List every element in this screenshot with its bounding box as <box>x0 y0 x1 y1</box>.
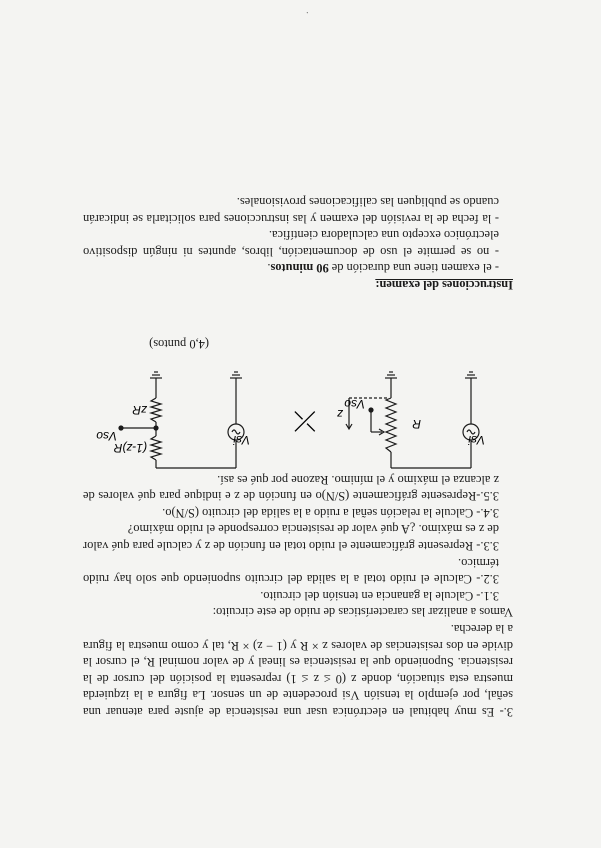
right-source-label: Vsi <box>233 433 250 447</box>
right-bottom-resistor-label: zR <box>132 403 147 417</box>
question-3-1: 3.1.- Calcule la ganancia en tensión del circuito. <box>260 588 499 603</box>
transform-cross: ⤫ <box>293 406 316 437</box>
problem-statement <box>83 471 513 720</box>
page-mark: · <box>305 6 309 17</box>
exam-instructions <box>83 193 513 293</box>
right-top-resistor <box>151 436 161 460</box>
right-bottom-resistor <box>151 398 161 422</box>
right-top-resistor-label: (1-z)R <box>113 441 147 455</box>
left-resistor-label: R <box>412 417 421 431</box>
question-3-5: 3.5.-Represente gráficamente (S/N)o en función de z e indique para qué valores de z alcanza el máximo y el mínimo. Razone por qué es así. <box>83 472 499 504</box>
instruction-review: - la fecha de la revisión del examen y las instrucciones para solicitarla se indicarán cuando se publiquen las calificaciones provisionales. <box>83 195 499 226</box>
instruction-duration <box>83 260 513 277</box>
left-resistor <box>386 398 396 452</box>
left-source-label: Vsi <box>468 433 485 447</box>
instructions-heading: Instrucciones del examen: <box>375 278 513 292</box>
duration-value: 90 minutos <box>270 261 329 276</box>
left-output-node <box>369 408 373 412</box>
question-3-3: 3.3.- Represente gráficamente el ruido total en función de z y calcule para qué valor de z es máximo. ¿A qué valor de resistencia corresponde el ruido máximo? <box>83 522 499 554</box>
problem-intro: 3.- Es muy habitual en electrónica usar una resistencia de ajuste para atenuar una señal, por ejemplo la tensión Vsi procedente de un sensor. La figura a la izquierda muestra esta situación, donde z (0 ≤ z ≤ 1) representa la posición del cursor de la resistencia. Suponiendo que la resistencia es lineal y de valor nominal R, el cursor la divide en dos resistencias de valores z × R y (1 − z) × R, tal y como muestra la figura a la derecha. <box>83 622 513 719</box>
instruction-materials: - no se permite el uso de documentación, libros, apuntes ni ningún dispositivo electrónico excepto una calculadora científica. <box>83 228 499 259</box>
right-output-label: Vso <box>96 429 117 443</box>
left-cursor-label: z <box>337 407 343 421</box>
duration-suffix: . <box>267 261 271 276</box>
left-output-label: Vso <box>344 397 365 411</box>
points-label: (4,0 puntos) <box>149 337 209 351</box>
duration-prefix: - el examen tiene una duración de <box>328 261 499 276</box>
question-3-4: 3.4.- Calcule la relación señal a ruido a la salida del circuito (S/N)o. <box>162 505 499 520</box>
circuit-figures <box>81 358 521 478</box>
analysis-line: Vamos a analizar las características de ruido de este circuito: <box>212 605 513 620</box>
question-3-2: 3.2.- Calcule el ruido total a la salida del circuito suponiendo que solo hay ruido térmico. <box>83 555 499 587</box>
right-output-terminal <box>119 426 123 430</box>
